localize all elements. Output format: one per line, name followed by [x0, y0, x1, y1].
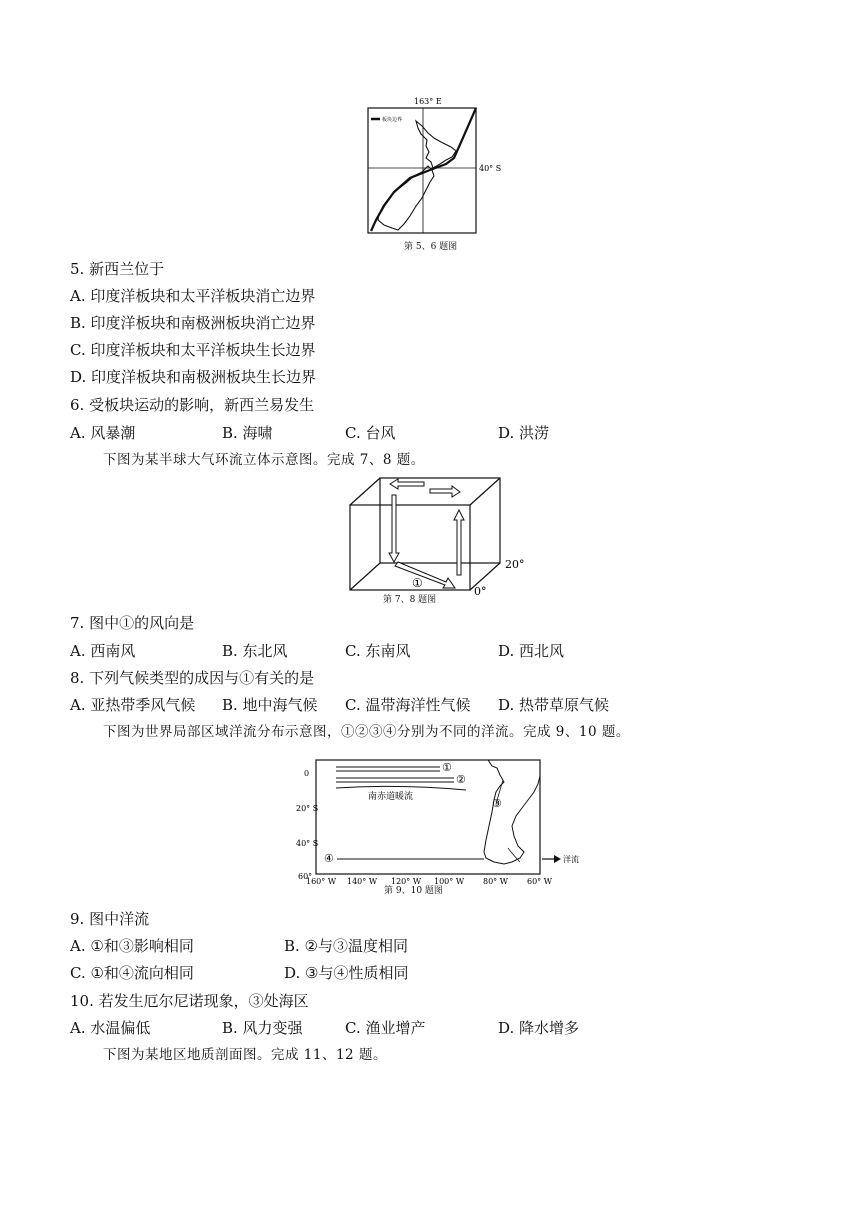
intro-questions-7-8: 下图为某半球大气环流立体示意图。完成 7、8 题。: [103, 452, 425, 468]
marker-1: ①: [442, 761, 452, 774]
question-5-option-c[interactable]: C. 印度洋板块和太平洋板块生长边界: [70, 341, 316, 359]
latitude-20-label: 20°: [505, 558, 525, 571]
figure1-caption: 第 5、6 题图: [404, 242, 458, 252]
question-7-option-c[interactable]: C. 东南风: [345, 642, 411, 660]
latitude-0-label: 0°: [474, 585, 487, 598]
y-label-60: 60°: [298, 872, 313, 881]
x-label-60w: 60° W: [527, 877, 552, 886]
south-america-coastline: [484, 760, 540, 864]
question-10-option-b[interactable]: B. 风力变强: [222, 1019, 303, 1037]
question-8-option-b[interactable]: B. 地中海气候: [222, 696, 318, 714]
question-5-option-d[interactable]: D. 印度洋板块和南极洲板块生长边界: [70, 368, 317, 386]
question-7-stem: 7. 图中①的风向是: [70, 614, 195, 632]
question-8-option-a[interactable]: A. 亚热带季风气候: [70, 696, 196, 714]
question-9-option-d[interactable]: D. ③与④性质相同: [284, 964, 409, 982]
map-frame: [316, 760, 540, 874]
question-9-option-b[interactable]: B. ②与③温度相同: [284, 937, 409, 955]
figure2-caption: 第 7、8 题图: [383, 595, 437, 605]
question-6-option-d[interactable]: D. 洪涝: [498, 424, 550, 442]
y-label-0: 0: [304, 769, 310, 778]
question-6-stem: 6. 受板块运动的影响，新西兰易发生: [70, 396, 315, 414]
y-label-20s: 20° S: [296, 804, 319, 813]
question-5-option-b[interactable]: B. 印度洋板块和南极洲板块消亡边界: [70, 314, 316, 332]
legend-arrow-head: [554, 855, 561, 863]
legend-label: 板块边界: [382, 117, 403, 123]
x-label-160w: 160° W: [306, 877, 337, 886]
question-6-option-c[interactable]: C. 台风: [345, 424, 396, 442]
question-8-option-c[interactable]: C. 温带海洋性气候: [345, 696, 471, 714]
south-equatorial-current-line: [336, 786, 466, 790]
question-7-option-d[interactable]: D. 西北风: [498, 642, 565, 660]
longitude-label: 163° E: [414, 97, 442, 106]
question-10-option-a[interactable]: A. 水温偏低: [70, 1019, 151, 1037]
question-6-option-a[interactable]: A. 风暴潮: [70, 424, 136, 442]
question-10-stem: 10. 若发生厄尔尼诺现象，③处海区: [70, 992, 309, 1010]
question-8-option-d[interactable]: D. 热带草原气候: [498, 696, 610, 714]
marker-1-label: ①: [412, 576, 423, 590]
intro-questions-11-12: 下图为某地区地质剖面图。完成 11、12 题。: [103, 1047, 387, 1063]
y-label-40s: 40° S: [296, 839, 319, 848]
question-10-option-d[interactable]: D. 降水增多: [498, 1019, 580, 1037]
question-9-option-a[interactable]: A. ①和③影响相同: [70, 937, 194, 955]
question-7-option-a[interactable]: A. 西南风: [70, 642, 136, 660]
legend-label: 洋流: [563, 855, 579, 864]
question-9-stem: 9. 图中洋流: [70, 910, 150, 928]
intro-questions-9-10: 下图为世界局部区域洋流分布示意图，①②③④分别为不同的洋流。完成 9、10 题。: [103, 724, 630, 740]
question-5-stem: 5. 新西兰位于: [70, 260, 165, 278]
marker-3: ③: [492, 797, 502, 810]
question-7-option-b[interactable]: B. 东北风: [222, 642, 288, 660]
x-label-120w: 120° W: [391, 877, 422, 886]
marker-4: ④: [324, 852, 334, 865]
current-name-label: 南赤道暖流: [368, 792, 414, 802]
x-label-100w: 100° W: [434, 877, 465, 886]
question-8-stem: 8. 下列气候类型的成因与①有关的是: [70, 669, 315, 687]
question-10-option-c[interactable]: C. 渔业增产: [345, 1019, 426, 1037]
question-9-option-c[interactable]: C. ①和④流向相同: [70, 964, 194, 982]
x-label-80w: 80° W: [483, 877, 508, 886]
latitude-label: 40° S: [479, 164, 502, 173]
figure3-caption: 第 9、10 题图: [384, 886, 443, 896]
x-label-140w: 140° W: [347, 877, 378, 886]
marker-2: ②: [456, 773, 466, 786]
question-6-option-b[interactable]: B. 海啸: [222, 424, 273, 442]
question-5-option-a[interactable]: A. 印度洋板块和太平洋板块消亡边界: [70, 287, 316, 305]
